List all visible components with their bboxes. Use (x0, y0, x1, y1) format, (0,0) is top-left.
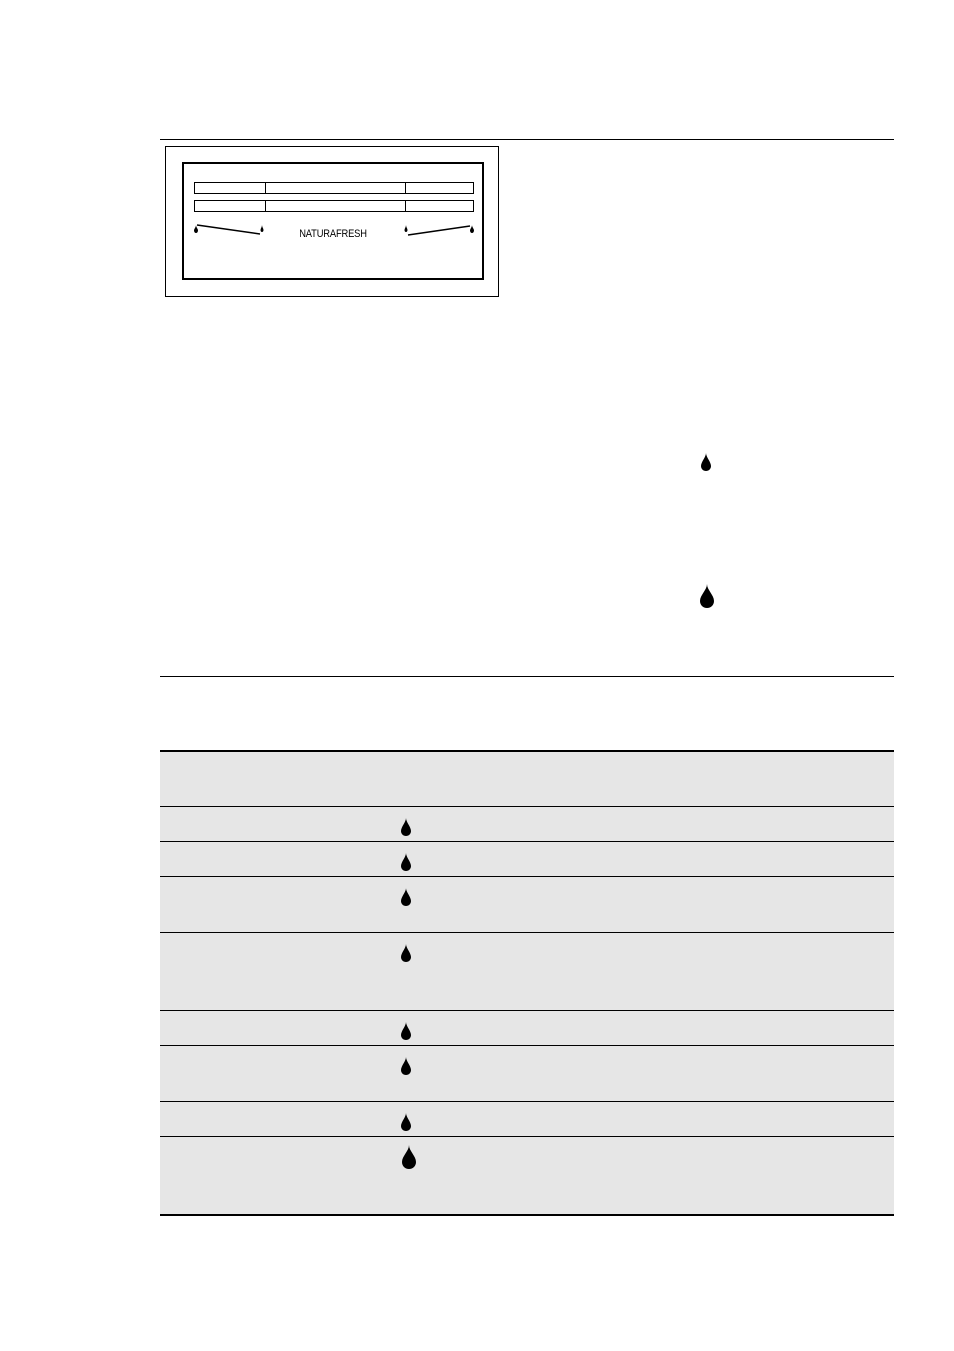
table-row (160, 933, 894, 1011)
small-drop-icon (400, 1021, 412, 1041)
small-drop-icon (400, 852, 412, 872)
humidity-slider-right-icon (400, 220, 480, 240)
drawer-rail-lower (194, 200, 474, 212)
small-drop-icon (400, 887, 412, 907)
storage-table (160, 750, 894, 1216)
small-drop-icon (400, 1112, 412, 1132)
table-row (160, 1011, 894, 1046)
table-row (160, 1046, 894, 1102)
table-row (160, 807, 894, 842)
small-drop-icon (400, 817, 412, 837)
table-header-row (160, 750, 894, 807)
brand-label: NATURAFRESH (299, 228, 367, 240)
table-row (160, 1137, 894, 1216)
section-divider (160, 676, 894, 677)
table-row (160, 842, 894, 877)
high-humidity-drop-icon (699, 583, 715, 609)
low-humidity-drop-icon (700, 452, 712, 472)
small-drop-icon (400, 943, 412, 963)
drawer-front-panel (182, 162, 484, 280)
table-row (160, 877, 894, 933)
section-top-rule (160, 139, 894, 140)
drawer-rail-upper (194, 182, 474, 194)
large-drop-icon (401, 1144, 417, 1170)
table-row (160, 1102, 894, 1137)
small-drop-icon (400, 1056, 412, 1076)
